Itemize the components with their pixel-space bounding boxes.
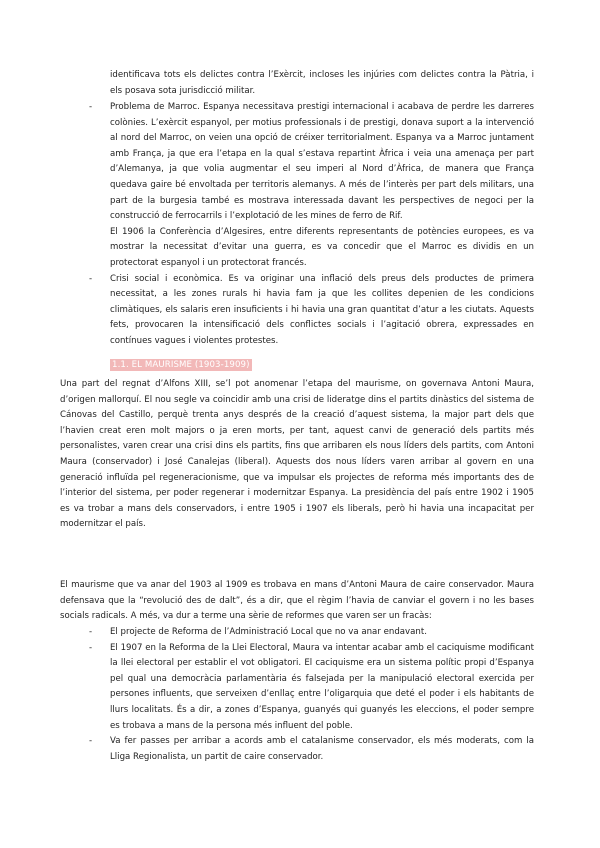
list-item [89, 625, 534, 641]
bullet-dash: - [89, 273, 93, 284]
bullet-dash: - [89, 736, 93, 747]
bullet-dash: - [89, 642, 93, 653]
body-paragraph: El maurisme que va anar del 1903 al 1909 es trobava en mans d’Antoni Maura de caire conservador. Maura defensava que la “revolució des de dalt”, és a dir, que el règim l’havia de canviar el govern i no les bases socials radicals. A més, va dur a terme una sèrie de reformes que varen ser un fracàs: [60, 580, 534, 622]
bullet-list-top [89, 100, 534, 350]
list-item [89, 272, 534, 350]
body-paragraph: Una part del regnat d’Alfons XIII, se’l pot anomenar l’etapa del maurisme, on governava Antoni Maura, d’origen mallorquí. El nou segle va coincidir amb una crisi de lideratge dins el partits dinàstics del sistema de Cánovas del Castillo, perquè trenta anys després de la creació d’aquest sistema, la major part dels que l’havien creat eren molt majors o ja eren morts, per tant, aquest canvi de generació dels partits més personalistes, varen crear una crisi dins els partits, fins que arribaren els nous líders dels partits, com Antoni Maura (conservador) i José Canalejas (liberal). Aquests dos nous líders varen arribar al govern en una generació influïda pel regeneracionisme, que va impulsar els projectes de reforma més importants des de l’interior del sistema, per poder regenerar i modernitzar Espanya. La presidència del país entre 1902 i 1905 es va trobar a mans dels conservadors, i entre 1905 i 1907 els liberals, però hi havia una incapacitat per modernitzar el país. [60, 379, 534, 530]
bullet-text: Va fer passes per arribar a acords amb el catalanisme conservador, els més moderats, com la Lliga Regionalista, un partit de caire conservador. [110, 736, 534, 762]
list-item [89, 100, 534, 272]
bullet-text: El 1907 en la Reforma de la Llei Electoral, Maura va intentar acabar amb el caciquisme modificant la llei electoral per establir el vot obligatori. El caciquisme era un sistema polític propi d’Espanya pel qual una democràcia parlamentària és falsejada per la manipulació electoral exercida per persones influents, que serveixen d’enllaç entre l’oligarquia que deté el poder i els habitants de llurs localitats. És a dir, a zones d’Espanya, guanyés qui guanyés les eleccions, el poder sempre es trobava a mans de la persona més influent del poble. [110, 642, 534, 731]
bullet-dash: - [89, 102, 93, 112]
bullet-text: El projecte de Reforma de l’Administració Local que no va anar endavant. [110, 627, 427, 637]
bullet-paragraph: El 1906 la Conferència d’Algesires, entre diferents representants de potències europees, es va mostrar la necessitat d’evitar una guerra, es va concedir que el Marroc es dividis en un protectorat espanyol i un protectorat francés. [110, 226, 534, 268]
bullet-paragraph: Problema de Marroc. Espanya necessitava prestigi internacional i acabava de perdre les darreres colònies. L’exèrcit espanyol, per motius professionals i de prestigi, donava suport a la intervenció al nord del Marroc, on veien una opció de créixer territorialment. Espanya va a Marroc juntament amb França, ja que era l’etapa en la qual s’estava repartint Àfrica i veia una amenaça per part d’Alemanya, ja que volia augmentar el seu imperi al Nord d’Àfrica, de manera que França quedava gaire bé envoltada per territoris alemanys. A més de l’interès per part dels militars, una part de la burgesia també es mostrava interessada davant les perspectives de negoci per la construcció de ferrocarrils i l’explotació de les mines de ferro de Rif. [110, 102, 534, 222]
bullet-list-bottom [89, 625, 534, 765]
list-item [89, 734, 534, 765]
bullet-paragraph: Crisi social i econòmica. Es va originar una inflació dels preus dels productes de primera necessitat, a les zones rurals hi havia fam ja que les collites depenien de les condicions climàtiques, els salaris eren insuficients i hi havia una gran quantitat d’atur a les ciutats. Aquests fets, provocaren la intensificació dels conflictes socials i l’agitació obrera, expressades en contínues vagues i violentes protestes. [110, 273, 534, 346]
bullet-dash: - [89, 627, 93, 637]
list-item [89, 641, 534, 735]
continuation-text: identificava tots els delictes contra l’Exèrcit, incloses les injúries com delictes contra la Pàtria, i els posava sota jurisdicció militar. [110, 70, 534, 96]
section-heading: 1.1. EL MAURISME (1903-1909) [112, 360, 250, 370]
